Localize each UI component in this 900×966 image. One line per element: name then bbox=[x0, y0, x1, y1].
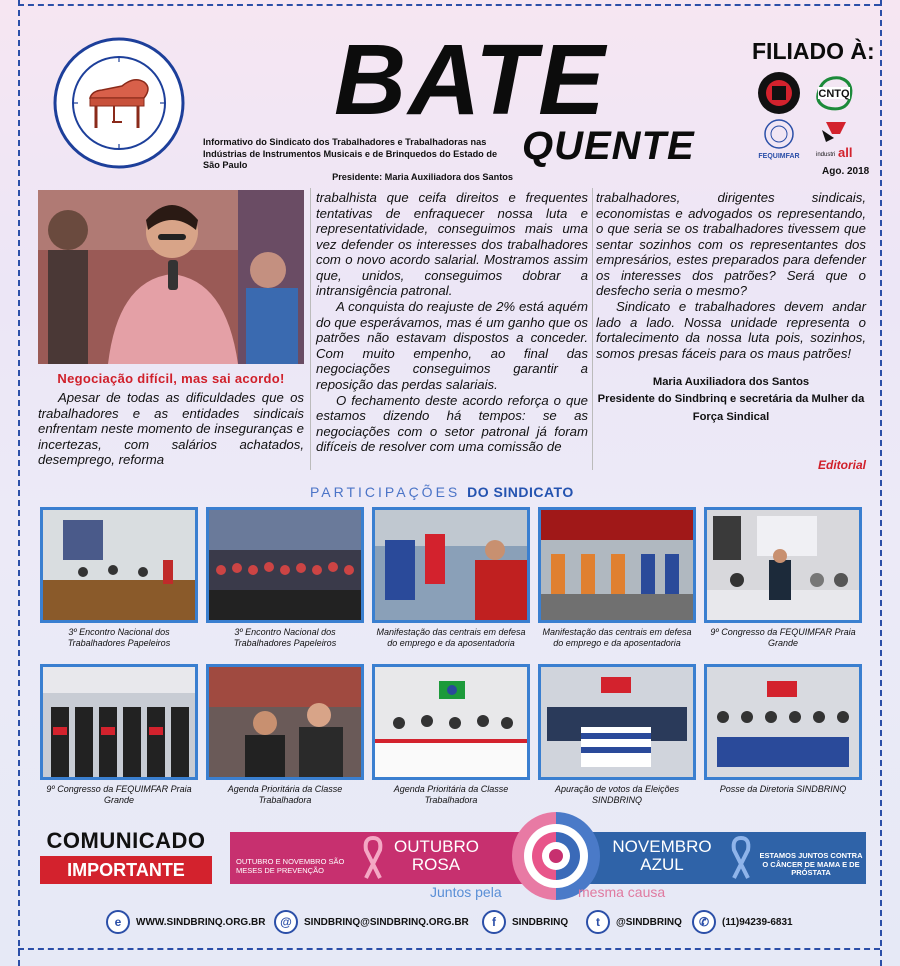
comunicado-title: COMUNICADO bbox=[46, 828, 206, 853]
dashed-border-bottom bbox=[18, 948, 880, 950]
contact-whatsapp-text: (11)94239-6831 bbox=[722, 916, 793, 928]
twitter-icon: t bbox=[586, 910, 610, 934]
contact-twitter-text: @SINDBRINQ bbox=[616, 916, 682, 928]
subtitle-line-2: Instrumentos Musicais e de Brinquedos do Estado de São Paulo bbox=[203, 148, 498, 170]
participacoes-title-bold: DO SINDICATO bbox=[467, 484, 574, 500]
issue-date: Ago. 2018 bbox=[822, 166, 870, 177]
event-photo bbox=[372, 664, 530, 780]
outubro-rosa-label: OUTUBRO ROSA bbox=[394, 837, 479, 875]
svg-text:all: all bbox=[838, 145, 853, 160]
contact-facebook-text: SINDBRINQ bbox=[512, 916, 569, 928]
contact-twitter[interactable] bbox=[586, 910, 682, 934]
novembro-azul-label: NOVEMBRO AZUL bbox=[612, 837, 712, 875]
event-caption: 9º Congresso da FEQUIMFAR Praia Grande bbox=[46, 784, 192, 805]
president-speaking-photo bbox=[38, 190, 304, 364]
editorial-col2-paragraph-3: O fechamento deste acordo reforça o que estamos dizendo há tempos: se as negociações com o setor patronal já foram difíceis de resolver com uma comissão de bbox=[316, 392, 588, 455]
dashed-border-top bbox=[18, 4, 880, 6]
dashed-border-left bbox=[18, 0, 20, 966]
event-photo bbox=[206, 507, 364, 623]
column-divider bbox=[310, 188, 311, 470]
banner-left-note: OUTUBRO E NOVEMBRO SÃO MESES DE PREVENÇÃO bbox=[236, 857, 345, 875]
slogan-right: mesma causa bbox=[578, 884, 666, 900]
editorial-column-2 bbox=[316, 190, 588, 455]
blue-ribbon-icon bbox=[728, 834, 754, 882]
editorial-col2-paragraph-2: A conquista do reajuste de 2% está aquém do que esperávamos, mas é um ganho que os patrões não estavam dispostos a conceder. Com muito empenho, ao final das negociações conseguimos garantir a reposição das perdas salariais. bbox=[316, 299, 588, 392]
industriall-logo bbox=[812, 118, 856, 160]
contact-facebook[interactable] bbox=[482, 910, 568, 934]
editorial-col3-paragraph-1: trabalhadores, dirigentes sindicais, economistas e advogados os representando, o que seria se os trabalhadores tivessem que sentar sozinhos com os representantes dos empresários, estes preparados para defender os interesses dos patrões? Será que o desfecho seria o mesmo? bbox=[596, 190, 866, 299]
web-icon: e bbox=[106, 910, 130, 934]
participacoes-title bbox=[310, 484, 574, 500]
event-caption: Agenda Prioritária da Classe Trabalhadora bbox=[227, 784, 343, 805]
event-photo bbox=[538, 507, 696, 623]
editorial-column-1 bbox=[38, 390, 304, 468]
event-photo bbox=[40, 664, 198, 780]
event-caption: Manifestação das centrais em defesa do emprego e da aposentadoria bbox=[376, 627, 526, 648]
signature-name: Maria Auxiliadora dos Santos bbox=[652, 376, 810, 388]
event-photo bbox=[538, 664, 696, 780]
masthead-title: BATE bbox=[334, 24, 607, 136]
pink-ribbon-icon bbox=[360, 834, 386, 882]
filiado-label: FILIADO À: bbox=[752, 38, 875, 64]
event-caption: Posse da Diretoria SINDBRINQ bbox=[719, 784, 847, 794]
masthead-subtitle bbox=[203, 137, 513, 183]
facebook-icon: f bbox=[482, 910, 506, 934]
dashed-border-right bbox=[880, 0, 882, 966]
editorial-signature bbox=[596, 374, 866, 426]
masthead-president: Presidente: Maria Auxiliadora dos Santos bbox=[332, 171, 513, 182]
email-icon: @ bbox=[274, 910, 298, 934]
whatsapp-icon: ✆ bbox=[692, 910, 716, 934]
contact-website-text: WWW.SINDBRINQ.ORG.BR bbox=[136, 916, 266, 928]
contact-whatsapp[interactable] bbox=[692, 910, 793, 934]
event-photo bbox=[206, 664, 364, 780]
banner-right-note: ESTAMOS JUNTOS CONTRA O CÂNCER DE MAMA E DE PRÓSTATA bbox=[759, 851, 863, 878]
fequimfar-logo bbox=[756, 118, 802, 160]
contact-email[interactable] bbox=[274, 910, 469, 934]
svg-text:FEQUIMFAR: FEQUIMFAR bbox=[758, 153, 800, 160]
event-caption: Apuração de votos da Eleições SINDBRINQ bbox=[554, 784, 680, 805]
editorial-column-3 bbox=[596, 190, 866, 361]
signature-role: Presidente do Sindbrinq e secretária da Mulher da Força Sindical bbox=[597, 393, 865, 423]
contact-email-text: SINDBRINQ@SINDBRINQ.ORG.BR bbox=[304, 916, 469, 928]
slogan-left: Juntos pela bbox=[430, 884, 502, 900]
event-caption: 3º Encontro Nacional dos Trabalhadores Papeleiros bbox=[233, 627, 337, 648]
participacoes-title-light: PARTICIPAÇÕES bbox=[310, 484, 461, 500]
editorial-headline: Negociação difícil, mas sai acordo! bbox=[57, 371, 285, 386]
event-photo bbox=[704, 507, 862, 623]
event-photo bbox=[704, 664, 862, 780]
editorial-col3-paragraph-2: Sindicato e trabalhadores devem andar lado a lado. Nossa unidade representa o fortalecimento da nossa luta pois, sozinhos, somos presas fáceis para os maus patrões! bbox=[596, 299, 866, 361]
event-photo bbox=[40, 507, 198, 623]
svg-text:industri: industri bbox=[816, 152, 836, 158]
event-photo bbox=[372, 507, 530, 623]
event-caption: Agenda Prioritária da Classe Trabalhadora bbox=[393, 784, 509, 805]
editorial-col2-paragraph-1: trabalhista que ceifa direitos e frequentes tentativas de enfraquecer nossa luta e representatividade, conseguimos mais uma vez defender os interesses dos trabalhadores com o novo acordo salarial. Mostramos assim que, unidos, conseguimos dobrar a intransigência patronal. bbox=[316, 190, 588, 299]
masthead-subtitle-quente: QUENTE bbox=[522, 124, 695, 168]
event-caption: 9º Congresso da FEQUIMFAR Praia Grande bbox=[710, 627, 856, 648]
subtitle-line-1: Informativo do Sindicato dos Trabalhadores e Trabalhadoras nas Indústrias de bbox=[203, 137, 487, 159]
column-divider bbox=[592, 188, 593, 470]
editorial-col1-paragraph: Apesar de todas as dificuldades que os trabalhadores e as entidades sindicais enfrentam neste momento de inseguranças e incertezas, com salários achatados, desemprego, reforma bbox=[38, 390, 304, 468]
editorial-section-label: Editorial bbox=[817, 458, 866, 472]
cntq-logo bbox=[812, 72, 856, 114]
event-caption: Manifestação das centrais em defesa do emprego e da aposentadoria bbox=[542, 627, 692, 648]
event-caption: 3º Encontro Nacional dos Trabalhadores Papeleiros bbox=[67, 627, 171, 648]
comunicado-badge: IMPORTANTE bbox=[40, 856, 212, 884]
svg-text:CNTQ: CNTQ bbox=[818, 88, 850, 100]
forca-sindical-logo bbox=[756, 70, 802, 116]
contact-website[interactable] bbox=[106, 910, 265, 934]
sindbrinq-logo bbox=[52, 36, 186, 170]
